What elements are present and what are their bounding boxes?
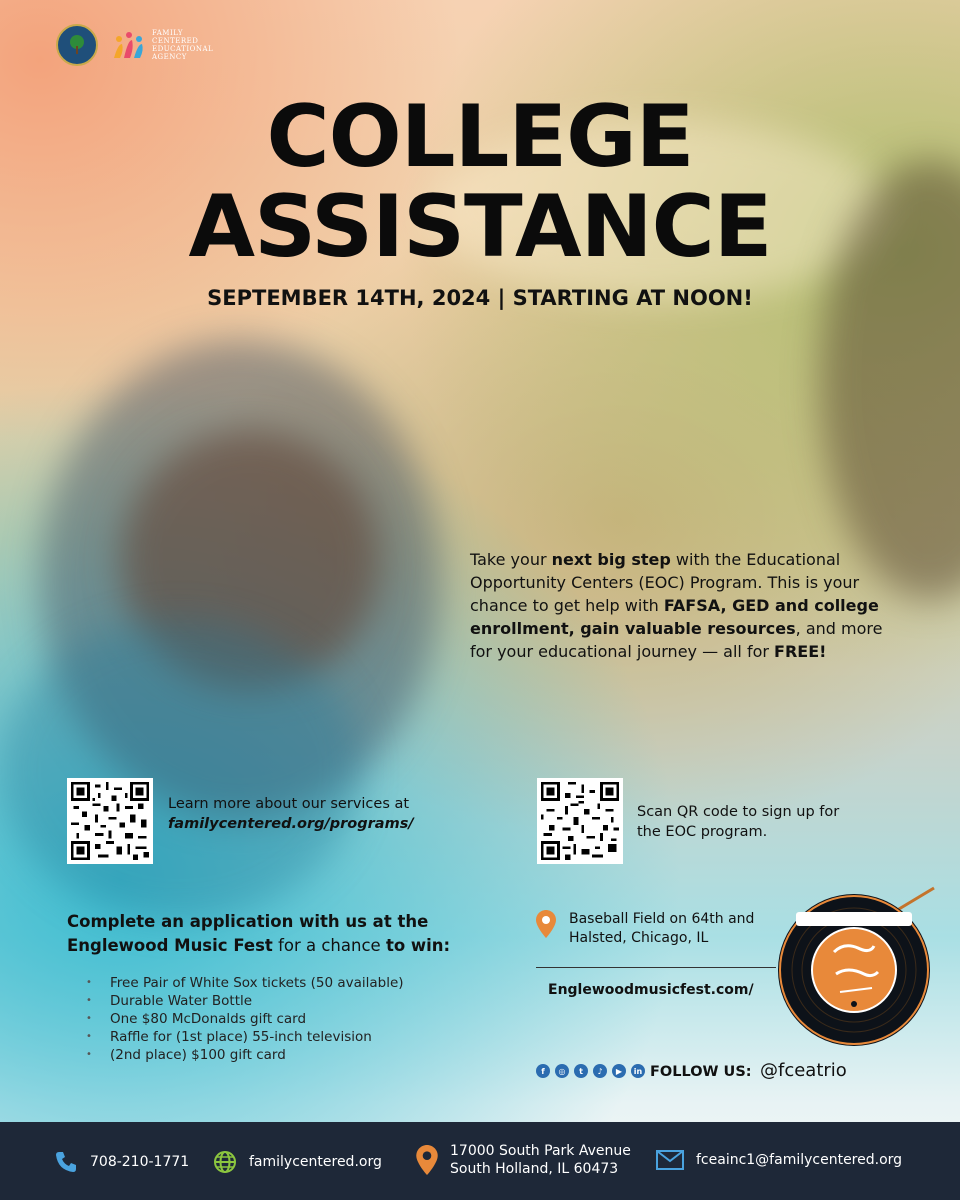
intro-text: , and more for your educational journey — all for [470, 619, 883, 661]
address-line-1: 17000 South Park Avenue [450, 1143, 631, 1159]
intro-emphasis: next big step [551, 550, 671, 569]
agency-figures-icon [112, 30, 146, 60]
services-qr-code[interactable] [67, 778, 153, 864]
address-line-2: South Holland, IL 60473 [450, 1161, 619, 1177]
website-url: familycentered.org [249, 1154, 382, 1170]
location-pin-icon [536, 910, 556, 938]
callout-emphasis: Complete an application with us at the Englewood Music Fest [67, 912, 429, 955]
prize-list [86, 974, 404, 1064]
globe-icon [213, 1150, 237, 1174]
intro-paragraph [470, 548, 890, 663]
venue-address: Baseball Field on 64th and Halsted, Chicago, IL [569, 911, 755, 946]
callout-text: for a chance [272, 936, 386, 955]
email-address: fceainc1@familycentered.org [696, 1152, 903, 1168]
list-item: • Free Pair of White Sox tickets (50 available) [86, 974, 404, 992]
music-fest-link[interactable]: Englewoodmusicfest.com/ [548, 982, 754, 998]
agency-name: FAMILY CENTERED EDUCATIONAL AGENCY [152, 29, 214, 61]
twitter-icon[interactable]: t [574, 1064, 588, 1078]
divider [536, 967, 776, 968]
social-icons [536, 1064, 645, 1078]
list-item: • Durable Water Bottle [86, 992, 404, 1010]
services-qr-label: Learn more about our services at [168, 796, 410, 812]
list-item: • Raffle for (1st place) 55-inch television [86, 1028, 404, 1046]
background-shirt [0, 620, 360, 920]
social-handle[interactable]: @fceatrio [760, 1060, 847, 1081]
phone-icon [54, 1150, 78, 1174]
signup-qr-code[interactable] [537, 778, 623, 864]
instagram-icon[interactable]: ◎ [555, 1064, 569, 1078]
intro-text: Take your [470, 550, 552, 569]
intro-text: with the Educational Opportunity Centers (EOC) Program. This is your chance to get help with [470, 550, 860, 615]
footer-website[interactable] [213, 1150, 382, 1174]
services-qr-caption [168, 794, 458, 834]
linkedin-icon[interactable]: in [631, 1064, 645, 1078]
intro-emphasis: FREE! [774, 642, 827, 661]
callout-emphasis: to win: [385, 936, 451, 955]
englewood-music-fest-logo [774, 882, 954, 1048]
intro-emphasis: FAFSA, GED and college enrollment, gain valuable resources [470, 596, 879, 638]
title-line-1: COLLEGE [266, 87, 694, 187]
youtube-icon[interactable]: ▶ [612, 1064, 626, 1078]
footer-email[interactable] [656, 1150, 902, 1170]
tiktok-icon[interactable]: ♪ [593, 1064, 607, 1078]
event-date: SEPTEMBER 14TH, 2024 | STARTING AT NOON! [207, 286, 753, 310]
agency-logo [112, 29, 214, 61]
page-title [0, 87, 960, 277]
follow-us-label: FOLLOW US: [650, 1064, 752, 1080]
logo-row [56, 24, 214, 66]
address-text [450, 1142, 631, 1178]
footer-address [416, 1142, 631, 1178]
phone-number: 708-210-1771 [90, 1154, 190, 1170]
contact-footer [0, 1122, 960, 1200]
department-seal-logo [56, 24, 98, 66]
location-pin-icon [416, 1145, 438, 1175]
list-item: • One $80 McDonalds gift card [86, 1010, 404, 1028]
list-item: • (2nd place) $100 gift card [86, 1046, 404, 1064]
title-line-2: ASSISTANCE [188, 177, 772, 277]
programs-link[interactable]: familycentered.org/programs/ [168, 816, 414, 832]
facebook-icon[interactable]: f [536, 1064, 550, 1078]
signup-qr-caption: Scan QR code to sign up for the EOC program. [637, 804, 840, 840]
footer-phone[interactable] [54, 1150, 189, 1174]
application-callout [67, 910, 467, 958]
email-icon [656, 1150, 684, 1170]
